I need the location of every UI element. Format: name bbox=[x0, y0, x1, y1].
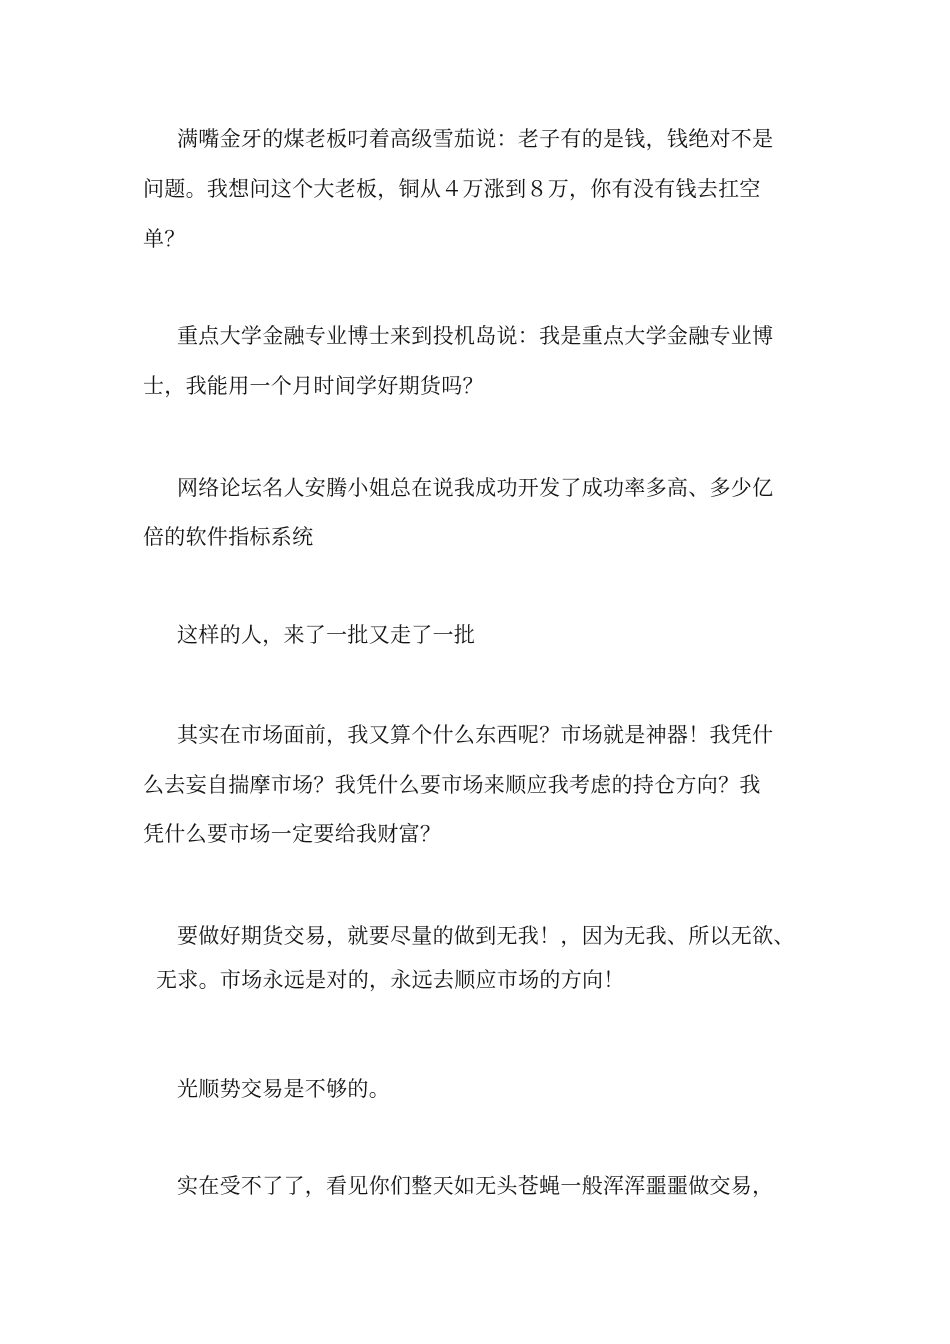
paragraph-3-line-1: 网络论坛名人安腾小姐总在说我成功开发了成功率多高、多少亿 bbox=[177, 476, 774, 500]
paragraph-7-line-1: 光顺势交易是不够的。 bbox=[177, 1077, 390, 1101]
paragraph-2-line-1: 重点大学金融专业博士来到投机岛说：我是重点大学金融专业博 bbox=[177, 324, 774, 348]
paragraph-6-line-2: 无求。市场永远是对的，永远去顺应市场的方向！ bbox=[156, 968, 625, 992]
paragraph-3-line-2: 倍的软件指标系统 bbox=[143, 525, 314, 549]
paragraph-2-line-2: 士，我能用一个月时间学好期货吗？ bbox=[143, 374, 484, 398]
paragraph-4-line-1: 这样的人，来了一批又走了一批 bbox=[177, 623, 476, 647]
paragraph-5-line-3: 凭什么要市场一定要给我财富？ bbox=[143, 822, 442, 846]
paragraph-1-line-2: 问题。我想问这个大老板，铜从４万涨到８万，你有没有钱去扛空 bbox=[143, 177, 761, 201]
paragraph-1-line-1: 满嘴金牙的煤老板叼着高级雪茄说：老子有的是钱，钱绝对不是 bbox=[177, 127, 774, 151]
paragraph-5-line-1: 其实在市场面前，我又算个什么东西呢？市场就是神器！我凭什 bbox=[177, 723, 774, 747]
paragraph-5-line-2: 么去妄自揣摩市场？我凭什么要市场来顺应我考虑的持仓方向？我 bbox=[143, 773, 761, 797]
paragraph-6-line-1: 要做好期货交易，就要尽量的做到无我！，因为无我、所以无欲、 bbox=[177, 924, 795, 948]
paragraph-8-line-1: 实在受不了了，看见你们整天如无头苍蝇一般浑浑噩噩做交易， bbox=[177, 1174, 774, 1198]
paragraph-1-line-3: 单？ bbox=[143, 227, 186, 251]
